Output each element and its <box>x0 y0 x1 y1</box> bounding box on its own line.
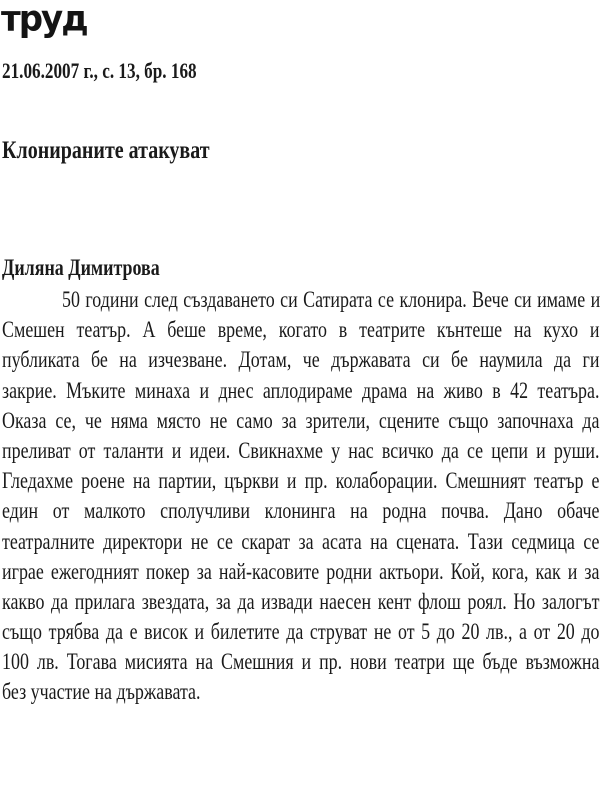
article-headline: Клонираните атакуват <box>2 137 210 164</box>
body-line: Оказа се, че няма място не само за зрители, сцените също започнаха да <box>2 407 600 433</box>
newspaper-logo: труд <box>1 0 87 40</box>
publication-meta: 21.06.2007 г., с. 13, бр. 168 <box>2 58 197 83</box>
body-line: преливат от таланти и идеи. Свикнахме у нас всичко да се цепи и руши. <box>2 437 600 463</box>
body-line: театралните директори не се скарат за асата на сцената. Тази седмица се <box>2 528 600 554</box>
article-body <box>2 285 600 708</box>
article-author: Диляна Димитрова <box>2 255 160 280</box>
body-line: един от малкото сполучливи клонинга на родна почва. Дано обаче <box>2 498 600 524</box>
body-line: публиката бе на изчезване. Дотам, че държавата си бе наумила да ги <box>2 347 600 373</box>
body-line: също трябва да е висок и билетите да струват не от 5 до 20 лв., а от 20 до <box>2 619 600 645</box>
body-line: без участие на държавата. <box>2 679 201 705</box>
body-line: 50 години след създаването си Сатирата се клонира. Вече си имаме и <box>62 287 600 312</box>
body-line: какво да прилага звездата, за да извади наесен кент флош роял. Но залогът <box>2 588 600 614</box>
body-line: закрие. Мъките минаха и днес аплодираме драма на живо в 42 театъра. <box>2 377 600 403</box>
body-line: Смешен театър. А беше време, когато в театрите кънтеше на кухо и <box>2 317 600 343</box>
body-line: играе ежегодният покер за най-касовите родни актьори. Кой, кога, как и за <box>2 558 600 584</box>
body-line: Гледахме роене на партии, църкви и пр. колаборации. Смешният театър е <box>2 468 600 494</box>
body-line: 100 лв. Тогава мисията на Смешния и пр. нови театри ще бъде възможна <box>2 649 600 675</box>
